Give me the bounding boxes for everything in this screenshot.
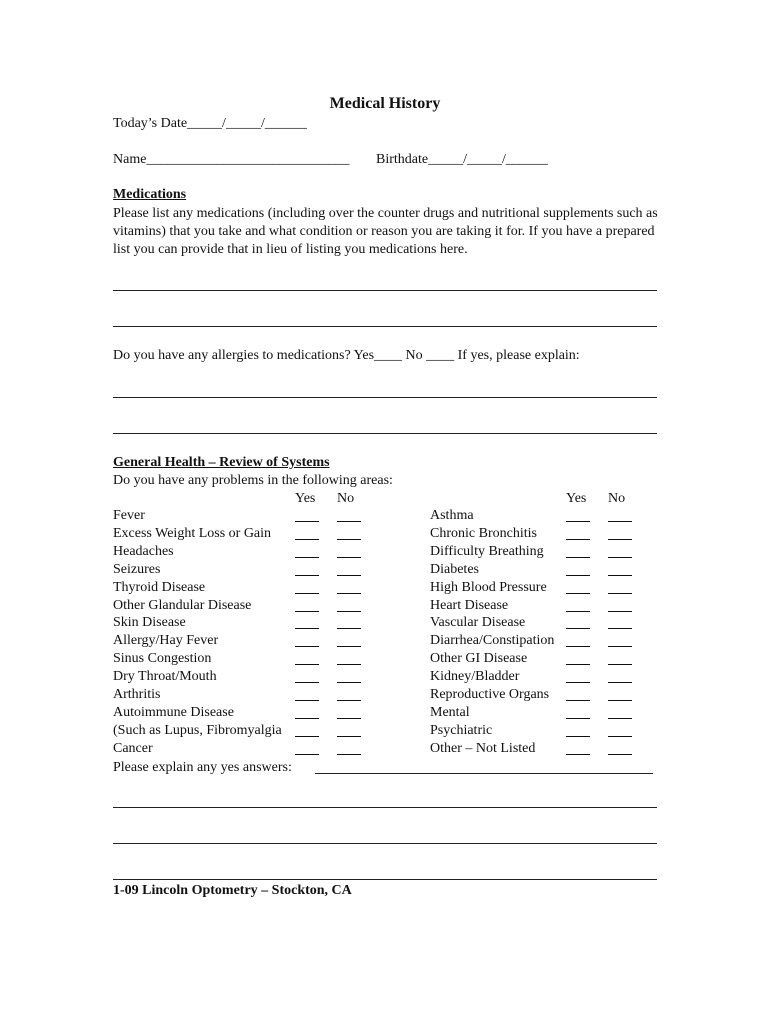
condition-no-blank[interactable] [608,706,632,719]
condition-yes-blank[interactable] [566,545,590,558]
condition-yes-blank[interactable] [566,634,590,647]
condition-label: Other – Not Listed [430,741,536,756]
condition-yes-blank[interactable] [295,581,319,594]
footer-text: 1-09 Lincoln Optometry – Stockton, CA [113,883,352,898]
condition-yes-blank[interactable] [295,563,319,576]
condition-no-blank[interactable] [337,545,361,558]
condition-no-blank[interactable] [337,599,361,612]
condition-label: Seizures [113,562,161,577]
condition-yes-blank[interactable] [566,616,590,629]
condition-label: (Such as Lupus, Fibromyalgia [113,723,282,738]
condition-label: Heart Disease [430,598,509,613]
left-yes-header: Yes [295,491,316,506]
explain-label: Please explain any yes answers: [113,760,292,775]
condition-yes-blank[interactable] [566,527,590,540]
condition-no-blank[interactable] [608,670,632,683]
condition-no-blank[interactable] [337,652,361,665]
condition-label: Cancer [113,741,153,756]
condition-no-blank[interactable] [337,527,361,540]
condition-label: Diabetes [430,562,479,577]
condition-yes-blank[interactable] [566,563,590,576]
explain-line-2[interactable] [113,843,657,844]
condition-no-blank[interactable] [608,527,632,540]
condition-label: Dry Throat/Mouth [113,669,217,684]
allergies-line-2[interactable] [113,433,657,434]
condition-yes-blank[interactable] [295,724,319,737]
review-heading: General Health – Review of Systems [113,455,330,470]
condition-yes-blank[interactable] [295,545,319,558]
condition-no-blank[interactable] [337,742,361,755]
condition-no-blank[interactable] [337,563,361,576]
condition-yes-blank[interactable] [295,706,319,719]
condition-no-blank[interactable] [608,652,632,665]
condition-yes-blank[interactable] [566,599,590,612]
condition-label: Diarrhea/Constipation [430,633,555,648]
condition-label: Difficulty Breathing [430,544,544,559]
condition-no-blank[interactable] [608,599,632,612]
explain-line-3[interactable] [113,879,657,880]
todays-date-field[interactable]: Today’s Date_____/_____/______ [113,116,307,131]
condition-label: Reproductive Organs [430,687,550,702]
condition-no-blank[interactable] [608,688,632,701]
medications-heading: Medications [113,187,187,202]
condition-yes-blank[interactable] [566,652,590,665]
condition-label: Other GI Disease [430,651,528,666]
explain-line-1[interactable] [113,807,657,808]
condition-label: Kidney/Bladder [430,669,520,684]
condition-yes-blank[interactable] [566,688,590,701]
condition-yes-blank[interactable] [295,527,319,540]
allergies-question[interactable]: Do you have any allergies to medications? Yes____ No ____ If yes, please explain: [113,348,580,363]
condition-label: Thyroid Disease [113,580,206,595]
condition-no-blank[interactable] [337,706,361,719]
condition-yes-blank[interactable] [295,670,319,683]
explain-line-0[interactable] [315,773,653,774]
condition-label: Autoimmune Disease [113,705,234,720]
condition-no-blank[interactable] [337,724,361,737]
condition-label: Psychiatric [430,723,493,738]
condition-no-blank[interactable] [608,616,632,629]
review-prompt: Do you have any problems in the following areas: [113,473,393,488]
condition-yes-blank[interactable] [295,652,319,665]
condition-label: Mental [430,705,470,720]
left-no-header: No [337,491,355,506]
condition-label: Skin Disease [113,615,186,630]
medications-line-1[interactable] [113,290,657,291]
condition-yes-blank[interactable] [295,688,319,701]
condition-no-blank[interactable] [337,581,361,594]
condition-yes-blank[interactable] [566,670,590,683]
condition-yes-blank[interactable] [295,599,319,612]
medications-instructions: Please list any medications (including over the counter drugs and nutritional supplements such as vitamins) that you take and what condition or reason you are taking it for. If you have a prepared list you can provide that in lieu of listing you medications here. [113,206,658,257]
condition-label: Other Glandular Disease [113,598,252,613]
condition-label: Chronic Bronchitis [430,526,537,541]
condition-no-blank[interactable] [337,688,361,701]
condition-yes-blank[interactable] [566,742,590,755]
right-yes-header: Yes [566,491,587,506]
condition-yes-blank[interactable] [566,509,590,522]
condition-no-blank[interactable] [608,742,632,755]
condition-label: Headaches [113,544,174,559]
condition-no-blank[interactable] [337,634,361,647]
condition-label: Vascular Disease [430,615,526,630]
condition-yes-blank[interactable] [566,581,590,594]
medications-line-2[interactable] [113,326,657,327]
condition-no-blank[interactable] [608,545,632,558]
condition-yes-blank[interactable] [566,724,590,737]
name-field[interactable]: Name_____________________________ [113,152,350,167]
right-no-header: No [608,491,626,506]
condition-label: Excess Weight Loss or Gain [113,526,272,541]
condition-yes-blank[interactable] [295,616,319,629]
condition-no-blank[interactable] [608,581,632,594]
allergies-line-1[interactable] [113,397,657,398]
condition-no-blank[interactable] [608,634,632,647]
condition-yes-blank[interactable] [295,509,319,522]
condition-label: Fever [113,508,145,523]
condition-label: Sinus Congestion [113,651,212,666]
condition-label: Arthritis [113,687,161,702]
condition-no-blank[interactable] [337,670,361,683]
condition-yes-blank[interactable] [295,742,319,755]
condition-no-blank[interactable] [608,509,632,522]
condition-no-blank[interactable] [337,509,361,522]
condition-label: Asthma [430,508,474,523]
condition-yes-blank[interactable] [566,706,590,719]
condition-no-blank[interactable] [608,563,632,576]
condition-no-blank[interactable] [337,616,361,629]
birthdate-field[interactable]: Birthdate_____/_____/______ [376,152,548,167]
condition-no-blank[interactable] [608,724,632,737]
condition-label: Allergy/Hay Fever [113,633,219,648]
page-title: Medical History [329,95,441,112]
condition-label: High Blood Pressure [430,580,547,595]
condition-yes-blank[interactable] [295,634,319,647]
